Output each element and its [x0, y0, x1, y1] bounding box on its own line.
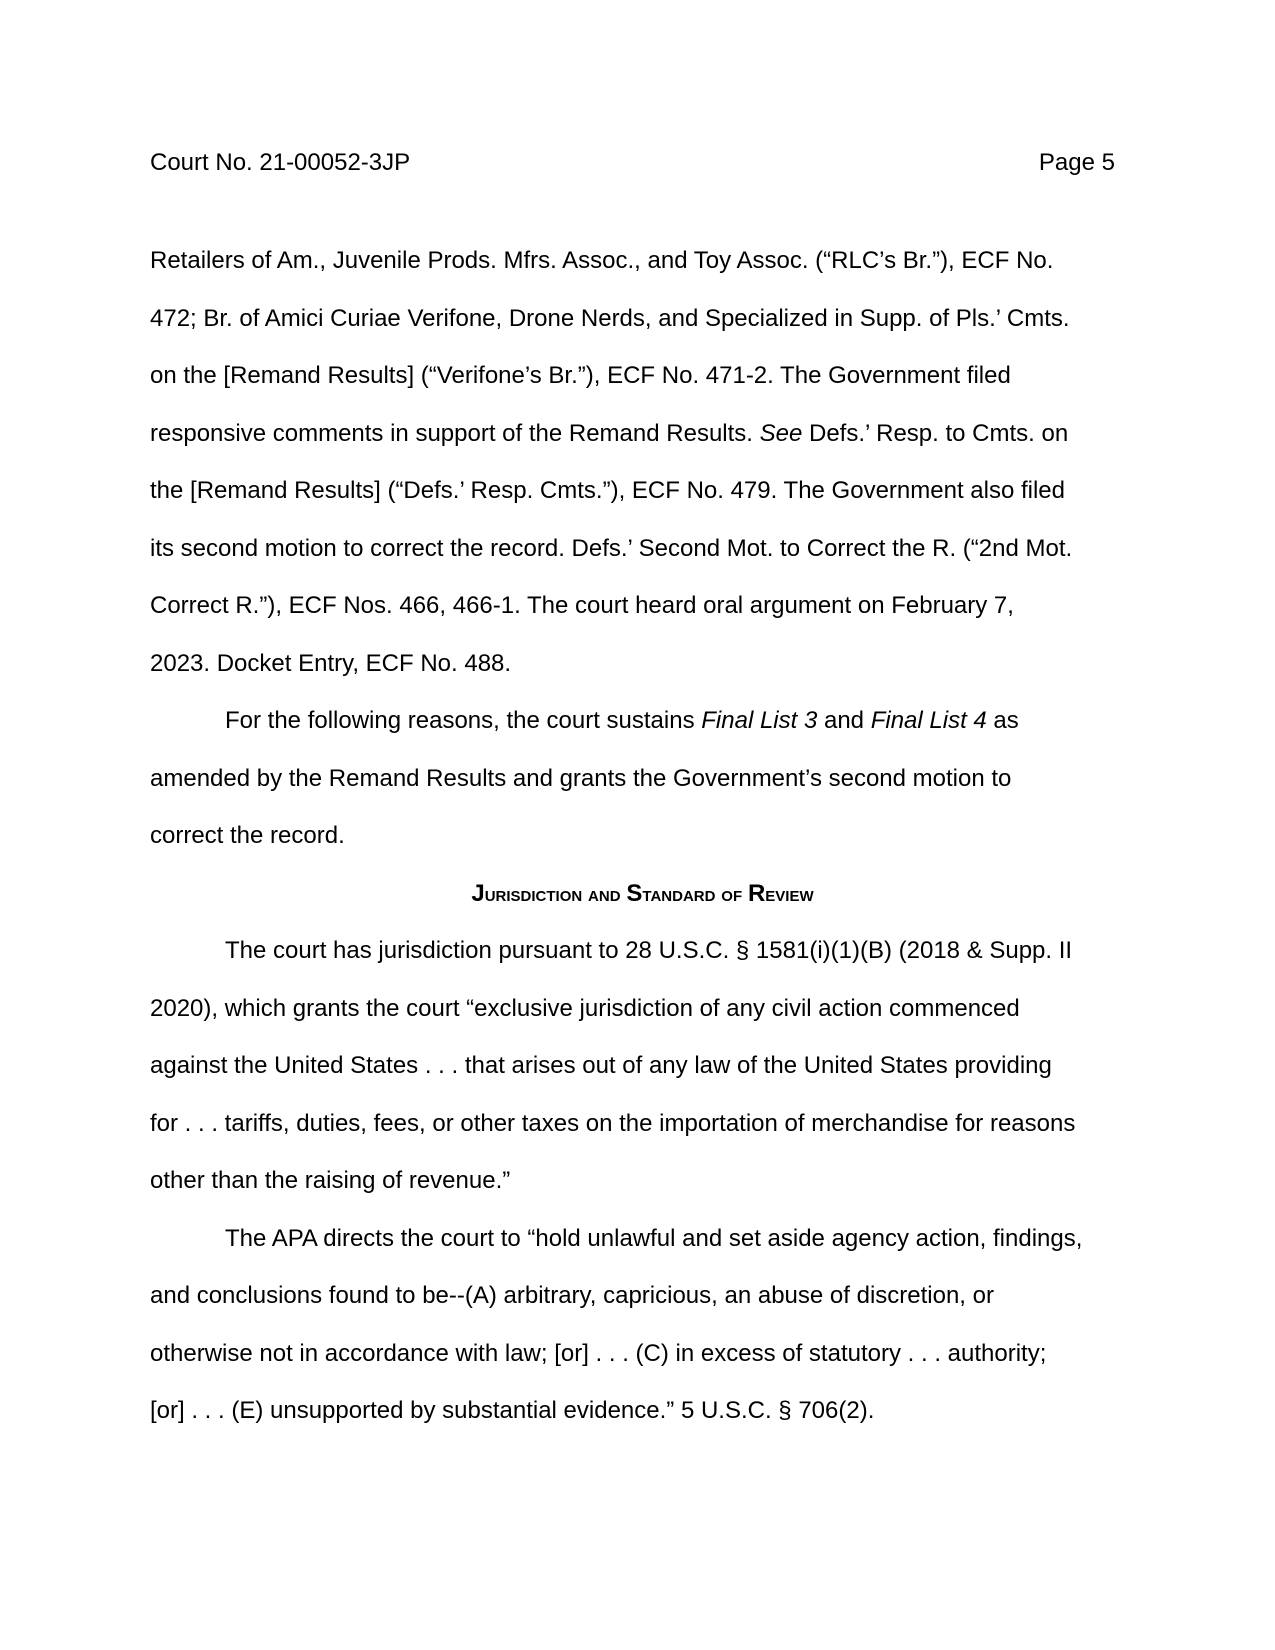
text-line: against the United States . . . that arises out of any law of the United States providing [150, 1052, 1052, 1079]
text-line: 472; Br. of Amici Curiae Verifone, Drone Nerds, and Specialized in Supp. of Pls.’ Cmts. [150, 304, 1070, 332]
text-segment: and [817, 707, 871, 734]
paragraph-jurisdiction [150, 922, 1140, 1210]
page-number: Page 5 [1038, 149, 1115, 176]
text-segment: Defs.’ Resp. to Cmts. on [802, 419, 1069, 447]
text-line: [or] . . . (E) unsupported by substantial evidence.” 5 U.S.C. § 706(2). [150, 1397, 875, 1424]
case-title-final-list-4: Final List 4 [870, 707, 987, 734]
text-line: other than the raising of revenue.” [150, 1167, 511, 1194]
text-line: correct the record. [150, 822, 345, 849]
paragraph-procedural-history [150, 232, 1140, 692]
text-line: amended by the Remand Results and grants the Government’s second motion to [150, 764, 1012, 792]
paragraph-standard-of-review [150, 1210, 1140, 1440]
body-text [150, 232, 1140, 1440]
text-segment: For the following reasons, the court sustains [225, 707, 702, 734]
text-line: for . . . tariffs, duties, fees, or other taxes on the importation of merchandise for reasons [150, 1109, 1076, 1137]
text-line: Retailers of Am., Juvenile Prods. Mfrs. Assoc., and Toy Assoc. (“RLC’s Br.”), ECF No. [150, 247, 1054, 274]
text-line: on the [Remand Results] (“Verifone’s Br.”), ECF No. 471-2. The Government filed [150, 362, 1011, 389]
case-title-final-list-3: Final List 3 [701, 707, 818, 734]
text-line: The APA directs the court to “hold unlawful and set aside agency action, findings, [225, 1224, 1083, 1252]
text-line: 2023. Docket Entry, ECF No. 488. [150, 649, 512, 677]
text-segment: responsive comments in support of the Remand Results. [150, 419, 760, 447]
section-heading: Jurisdiction and Standard of Review [471, 879, 814, 907]
court-number: Court No. 21-00052-3JP [150, 149, 411, 176]
text-line: The court has jurisdiction pursuant to 28 U.S.C. § 1581(i)(1)(B) (2018 & Supp. II [225, 937, 1073, 964]
text-line: otherwise not in accordance with law; [or] . . . (C) in excess of statutory . . . authority; [150, 1339, 1047, 1367]
text-line: its second motion to correct the record. Defs.’ Second Mot. to Correct the R. (“2nd Mot. [150, 534, 1073, 562]
text-line: and conclusions found to be--(A) arbitrary, capricious, an abuse of discretion, or [150, 1282, 994, 1309]
text-line: the [Remand Results] (“Defs.’ Resp. Cmts.”), ECF No. 479. The Government also filed [150, 477, 1065, 504]
text-line: 2020), which grants the court “exclusive jurisdiction of any civil action commenced [150, 994, 1020, 1022]
citation-signal: See [759, 419, 803, 447]
paragraph-holding [150, 692, 1140, 865]
text-line [150, 692, 1140, 750]
text-segment: as [986, 707, 1019, 734]
text-line [150, 405, 1140, 463]
text-line: Correct R.”), ECF Nos. 466, 466-1. The court heard oral argument on February 7, [150, 592, 1014, 619]
